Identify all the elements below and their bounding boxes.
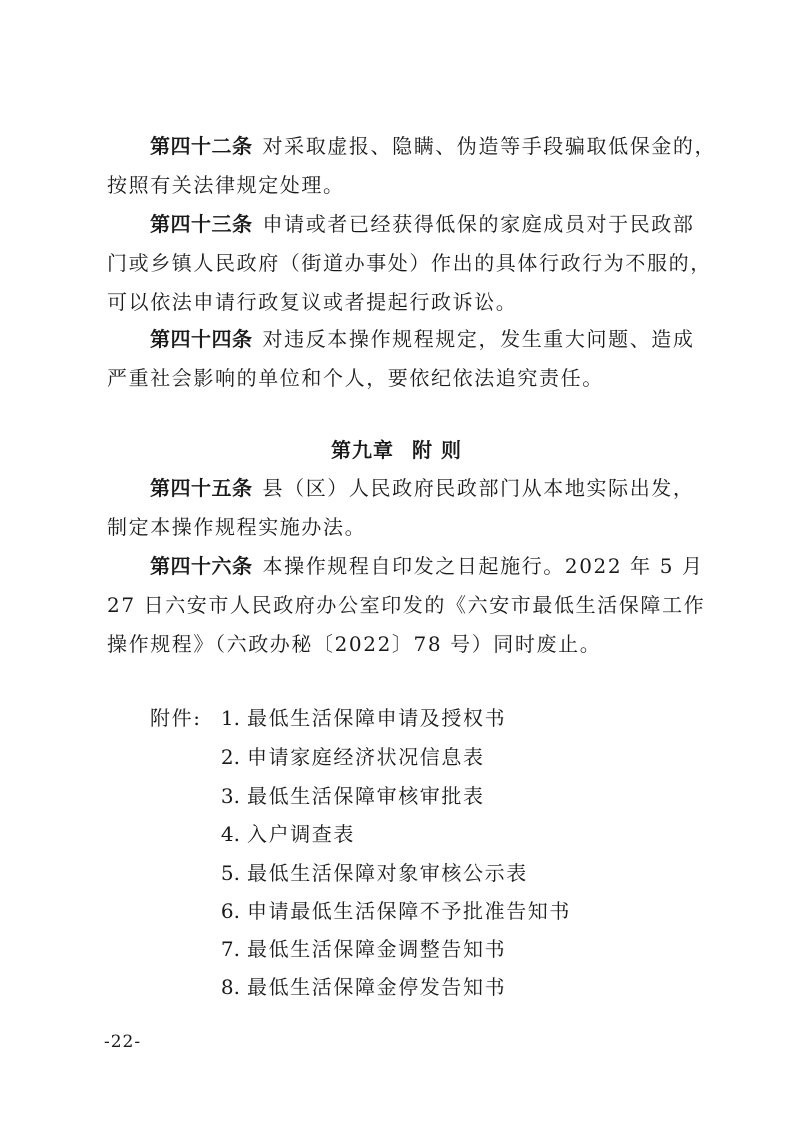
article-46-line-2: 27 日六安市人民政府办公室印发的《六安市最低生活保障工作 [107,593,706,617]
attachment-title: 申请家庭经济状况信息表 [247,745,485,769]
chapter-number: 第九章 [331,438,395,462]
article-44-line-1 [150,325,697,353]
article-45-label: 第四十五条 [150,476,253,500]
attachment-title: 最低生活保障对象审核公示表 [247,861,528,885]
article-46-text-1: 本操作规程自印发之日起施行。2022 年 5 月 [262,554,704,578]
attachments-label: 附件: [150,706,202,730]
attachment-number: 2. [220,745,240,769]
article-43-line-2: 门或乡镇人民政府（街道办事处）作出的具体行政行为不服的， [107,251,712,275]
attachment-title: 最低生活保障金停发告知书 [247,975,507,999]
article-43-text-1: 申请或者已经获得低保的家庭成员对于民政部 [262,212,695,236]
article-44-label: 第四十四条 [150,327,253,351]
attachment-title: 最低生活保障金调整告知书 [247,937,507,961]
article-43-line-3: 可以依法申请行政复议或者提起行政诉讼。 [107,290,518,314]
chapter-title: 附 则 [412,438,462,462]
article-42-text-1: 对采取虚报、隐瞒、伪造等手段骗取低保金的， [262,134,717,158]
article-42-line-1 [150,132,717,160]
attachment-title: 申请最低生活保障不予批准告知书 [247,899,571,923]
page-number: -22- [104,1032,142,1052]
attachment-title: 入户调查表 [247,822,355,846]
attachment-title: 最低生活保障审核审批表 [247,784,485,808]
article-43-label: 第四十三条 [150,212,253,236]
article-45-line-2: 制定本操作规程实施办法。 [107,515,367,539]
article-43-line-1 [150,210,697,238]
article-44-text-1: 对违反本操作规程规定，发生重大问题、造成 [262,327,695,351]
attachment-number: 7. [220,937,240,961]
article-46-line-3: 操作规程》（六政办秘〔2022〕78 号）同时废止。 [107,632,602,656]
chapter-heading [0,436,793,464]
article-46-line-1 [150,552,704,580]
article-46-label: 第四十六条 [150,554,253,578]
article-44-line-2: 严重社会影响的单位和个人，要依纪依法追究责任。 [107,366,604,390]
attachment-number: 1. [220,706,240,730]
article-45-line-1 [150,474,697,502]
attachment-number: 3. [220,784,240,808]
attachment-number: 4. [220,822,240,846]
article-45-text-1: 县（区）人民政府民政部门从本地实际出发， [262,476,695,500]
attachment-number: 8. [220,975,240,999]
attachment-number: 5. [220,861,240,885]
article-42-line-2: 按照有关法律规定处理。 [107,173,345,197]
attachment-number: 6. [220,899,240,923]
attachment-title: 最低生活保障申请及授权书 [247,706,507,730]
article-42-label: 第四十二条 [150,134,253,158]
